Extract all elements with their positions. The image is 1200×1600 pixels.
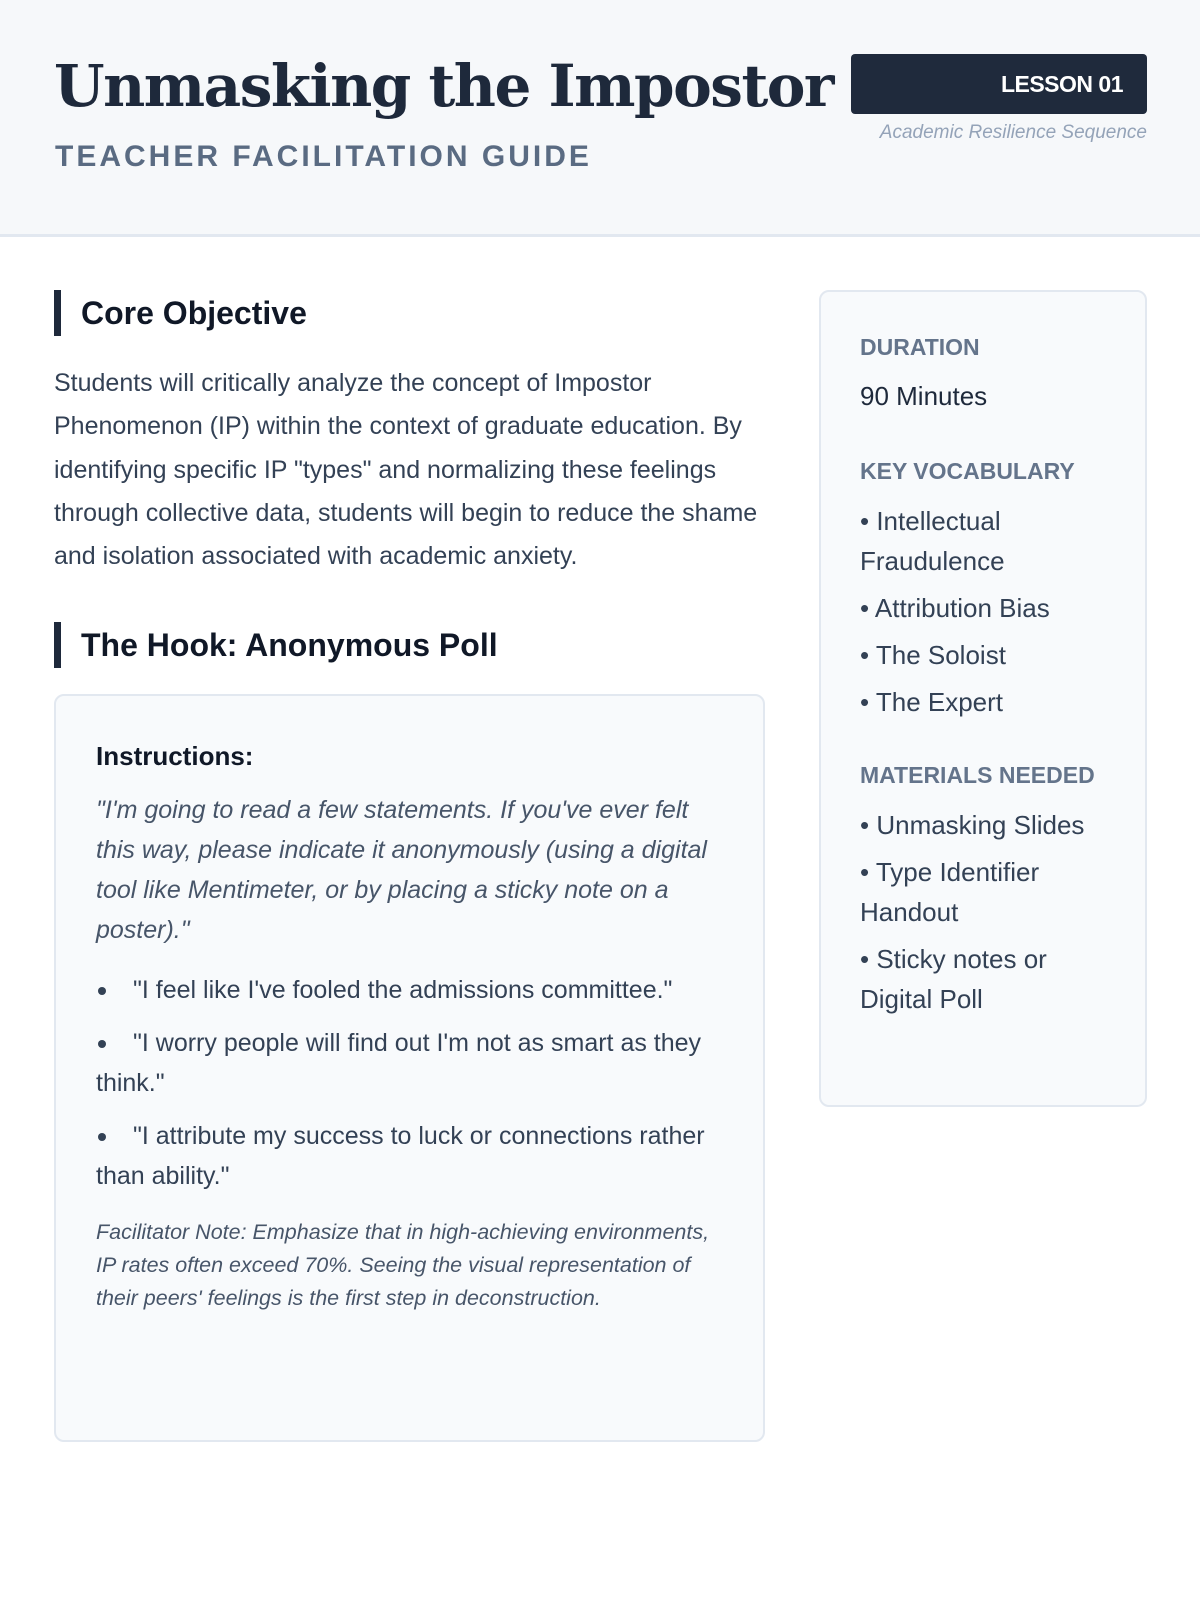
hook-heading-text: The Hook: Anonymous Poll bbox=[81, 627, 498, 664]
poll-statement-text: "I attribute my success to luck or connections rather than ability." bbox=[96, 1122, 705, 1191]
materials-item: • Type Identifier Handout bbox=[860, 857, 1040, 927]
instructions-quote: "I'm going to read a few statements. If you've ever felt this way, please indicate it anonymously (using a digital tool like Mentimeter, or by placing a sticky note on a poster)." bbox=[96, 796, 707, 945]
poll-statement bbox=[96, 1116, 723, 1196]
materials-list bbox=[860, 805, 1145, 1019]
bullet-icon bbox=[98, 1040, 106, 1048]
poll-statement bbox=[96, 1023, 723, 1103]
duration-value: 90 Minutes bbox=[860, 381, 988, 411]
page-subtitle: TEACHER FACILITATION GUIDE bbox=[55, 140, 592, 173]
materials-item: • Unmasking Slides bbox=[860, 810, 1085, 840]
poll-statements-list bbox=[96, 970, 723, 1196]
vocabulary-item: • The Expert bbox=[860, 687, 1004, 717]
facilitator-note: Facilitator Note: Emphasize that in high-achieving environments, IP rates often exceed 70%. Seeing the visual representation of their peers' feelings is the first step in deconstruction. bbox=[96, 1220, 710, 1311]
instructions-label: Instructions: bbox=[96, 741, 254, 772]
vocabulary-item: • Intellectual Fraudulence bbox=[860, 506, 1005, 576]
duration-label: DURATION bbox=[860, 334, 980, 360]
vocabulary-label: KEY VOCABULARY bbox=[860, 458, 1075, 484]
page-title: Unmasking the Impostor bbox=[54, 52, 833, 120]
bullet-icon bbox=[98, 1133, 106, 1141]
page-header bbox=[0, 0, 1200, 237]
poll-statement-text: "I feel like I've fooled the admissions committee." bbox=[133, 976, 673, 1005]
sequence-label: Academic Resilience Sequence bbox=[879, 122, 1147, 143]
heading-accent-bar bbox=[54, 622, 61, 668]
lesson-info-sidebar bbox=[819, 290, 1147, 1107]
hook-card bbox=[54, 694, 765, 1442]
poll-statement-text: "I worry people will find out I'm not as smart as they think." bbox=[96, 1029, 702, 1098]
vocabulary-item: • The Soloist bbox=[860, 640, 1006, 670]
objective-text: Students will critically analyze the concept of Impostor Phenomenon (IP) within the context of graduate education. By identifying specific IP "types" and normalizing these feelings through collective data, students will begin to reduce the shame and isolation associated with academic anxiety. bbox=[54, 369, 758, 571]
hook-heading bbox=[54, 622, 766, 668]
poll-statement bbox=[96, 970, 723, 1010]
materials-item: • Sticky notes or Digital Poll bbox=[860, 944, 1047, 1014]
objective-heading bbox=[54, 290, 766, 336]
lesson-badge: LESSON 01 bbox=[851, 54, 1147, 114]
vocabulary-list bbox=[860, 501, 1145, 722]
bullet-icon bbox=[98, 987, 106, 995]
vocabulary-item: • Attribution Bias bbox=[860, 593, 1050, 623]
main-content bbox=[54, 290, 766, 1442]
objective-heading-text: Core Objective bbox=[81, 295, 307, 331]
heading-accent-bar bbox=[54, 290, 61, 336]
materials-label: MATERIALS NEEDED bbox=[860, 762, 1095, 788]
